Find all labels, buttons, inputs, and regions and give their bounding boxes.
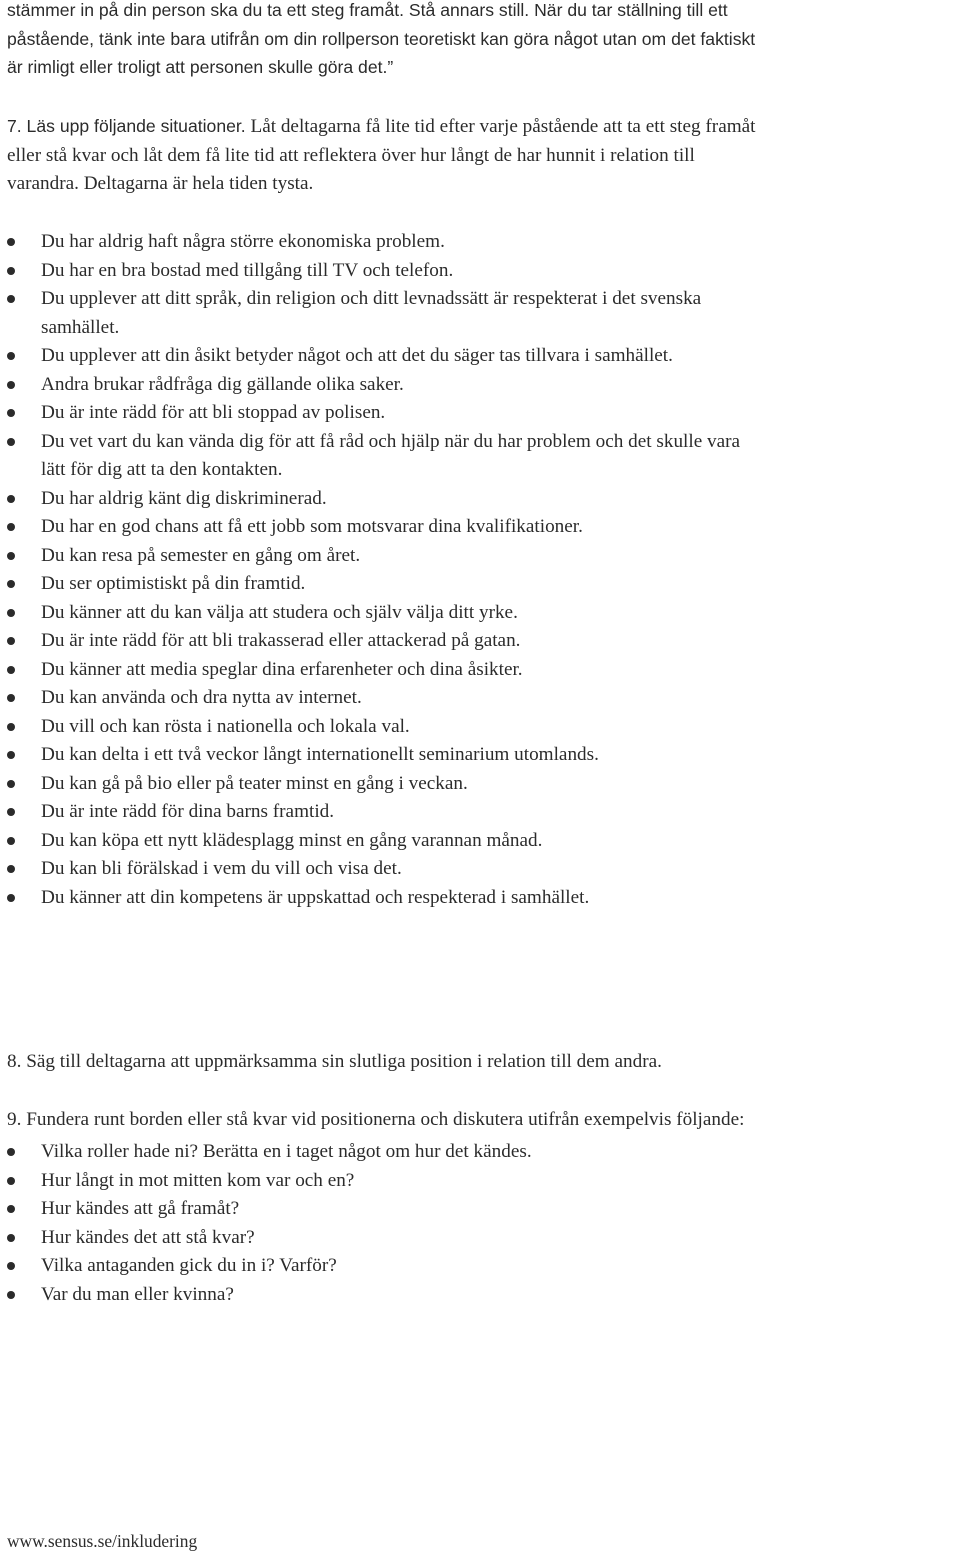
statement-item [7,599,740,628]
statement-text: Du känner att media speglar dina erfarenheter och dina åsikter. [41,658,523,680]
question-item [7,1138,532,1167]
intro-line: är rimligt eller troligt att personen skulle göra det.” [7,57,394,77]
statement-text: Du kan gå på bio eller på teater minst en gång i veckan. [41,772,468,794]
bullet-icon [7,780,15,788]
step7-paragraph [7,112,755,199]
statement-item [7,627,740,656]
statement-text: Du kan resa på semester en gång om året. [41,544,361,566]
intro-paragraph [7,0,755,82]
question-item [7,1252,532,1281]
question-text: Hur kändes det att stå kvar? [41,1226,255,1248]
step7-line1 [7,112,755,142]
question-text: Hur långt in mot mitten kom var och en? [41,1169,355,1191]
bullet-icon [7,580,15,588]
statement-item [7,570,740,599]
question-item [7,1224,532,1253]
bullet-icon [7,751,15,759]
statement-text: Du har en god chans att få ett jobb som motsvarar dina kvalifikationer. [41,516,583,537]
bullet-icon [7,865,15,873]
statement-text: Du kan använda och dra nytta av internet. [41,687,362,708]
statement-item [7,257,740,286]
intro-line: påstående, tänk inte bara utifrån om din rollperson teoretiskt kan göra något utan om det faktiskt [7,28,756,49]
statement-item [7,285,740,342]
step7-lead: 7. Läs upp följande situationer. [7,116,246,136]
statement-text: samhället. [41,316,120,338]
statement-item [7,342,740,371]
statement-item [7,827,740,856]
bullet-icon [7,1177,15,1185]
bullet-icon [7,666,15,674]
question-item [7,1281,532,1310]
statement-text: Du känner att du kan välja att studera och själv välja ditt yrke. [41,601,518,623]
statement-item [7,513,740,542]
footer-url[interactable]: www.sensus.se/inkludering [7,1531,198,1551]
statement-item [7,656,740,685]
statement-text: Du kan bli förälskad i vem du vill och visa det. [41,858,402,879]
bullet-icon [7,808,15,816]
step9-instruction: 9. Fundera runt borden eller stå kvar vid positionerna och diskutera utifrån exempelvis följande: [7,1109,745,1130]
question-text: Vilka roller hade ni? Berätta en i taget något om hur det kändes. [41,1141,532,1162]
statement-text: Du är inte rädd för att bli trakasserad eller attackerad på gatan. [41,630,521,651]
statement-text: Du är inte rädd för att bli stoppad av polisen. [41,402,386,423]
statement-text: Du har aldrig haft några större ekonomiska problem. [41,231,445,252]
statement-text: Du vill och kan rösta i nationella och lokala val. [41,715,410,737]
bullet-icon [7,238,15,246]
statement-item [7,399,740,428]
bullet-icon [7,295,15,303]
bullet-icon [7,837,15,845]
statement-item [7,798,740,827]
statement-text: Du upplever att ditt språk, din religion och ditt levnadssätt är respekterat i det svenska [41,288,702,309]
statement-text: Du vet vart du kan vända dig för att få råd och hjälp när du har problem och det skulle vara [41,430,741,452]
bullet-icon [7,438,15,446]
question-text: Hur kändes att gå framåt? [41,1198,240,1219]
bullet-icon [7,1234,15,1242]
statement-item [7,428,740,485]
statement-item [7,741,740,770]
intro-line: stämmer in på din person ska du ta ett steg framåt. Stå annars still. När du tar ställning till ett [7,0,728,20]
bullet-icon [7,552,15,560]
statement-item [7,228,740,257]
question-item [7,1195,532,1224]
statement-text: Du har aldrig känt dig diskriminerad. [41,487,327,509]
statements-list [7,228,740,912]
bullet-icon [7,352,15,360]
bullet-icon [7,1205,15,1213]
statement-text: Du har en bra bostad med tillgång till TV och telefon. [41,259,454,281]
statement-text: lätt för dig att ta den kontakten. [41,459,283,480]
statement-text: Andra brukar rådfråga dig gällande olika saker. [41,373,404,395]
statement-item [7,485,740,514]
statement-text: Du känner att din kompetens är uppskattad och respekterad i samhället. [41,886,590,908]
bullet-icon [7,409,15,417]
bullet-icon [7,894,15,902]
step7-line2: eller stå kvar och låt dem få lite tid att reflektera över hur långt de har hunnit i relation till [7,144,695,166]
statement-item [7,542,740,571]
statement-text: Du upplever att din åsikt betyder något och att det du säger tas tillvara i samhället. [41,345,673,366]
bullet-icon [7,694,15,702]
step8-instruction: 8. Säg till deltagarna att uppmärksamma sin slutliga position i relation till dem andra. [7,1051,662,1072]
questions-list [7,1138,532,1309]
bullet-icon [7,609,15,617]
step7-line3: varandra. Deltagarna är hela tiden tysta. [7,173,314,194]
bullet-icon [7,1291,15,1299]
question-text: Var du man eller kvinna? [41,1283,234,1305]
bullet-icon [7,1262,15,1270]
statement-text: Du kan delta i ett två veckor långt internationellt seminarium utomlands. [41,744,599,765]
bullet-icon [7,523,15,531]
statement-item [7,371,740,400]
statement-text: Du kan köpa ett nytt klädesplagg minst en gång varannan månad. [41,829,543,851]
bullet-icon [7,381,15,389]
question-item [7,1167,532,1196]
bullet-icon [7,723,15,731]
statement-item [7,770,740,799]
statement-item [7,855,740,884]
statement-text: Du ser optimistiskt på din framtid. [41,573,306,594]
bullet-icon [7,495,15,503]
bullet-icon [7,267,15,275]
statement-item [7,684,740,713]
statement-item [7,884,740,913]
bullet-icon [7,637,15,645]
question-text: Vilka antaganden gick du in i? Varför? [41,1255,337,1276]
statement-text: Du är inte rädd för dina barns framtid. [41,801,335,822]
step7-rest: Låt deltagarna få lite tid efter varje påstående att ta ett steg framåt [245,116,756,137]
statement-item [7,713,740,742]
bullet-icon [7,1148,15,1156]
